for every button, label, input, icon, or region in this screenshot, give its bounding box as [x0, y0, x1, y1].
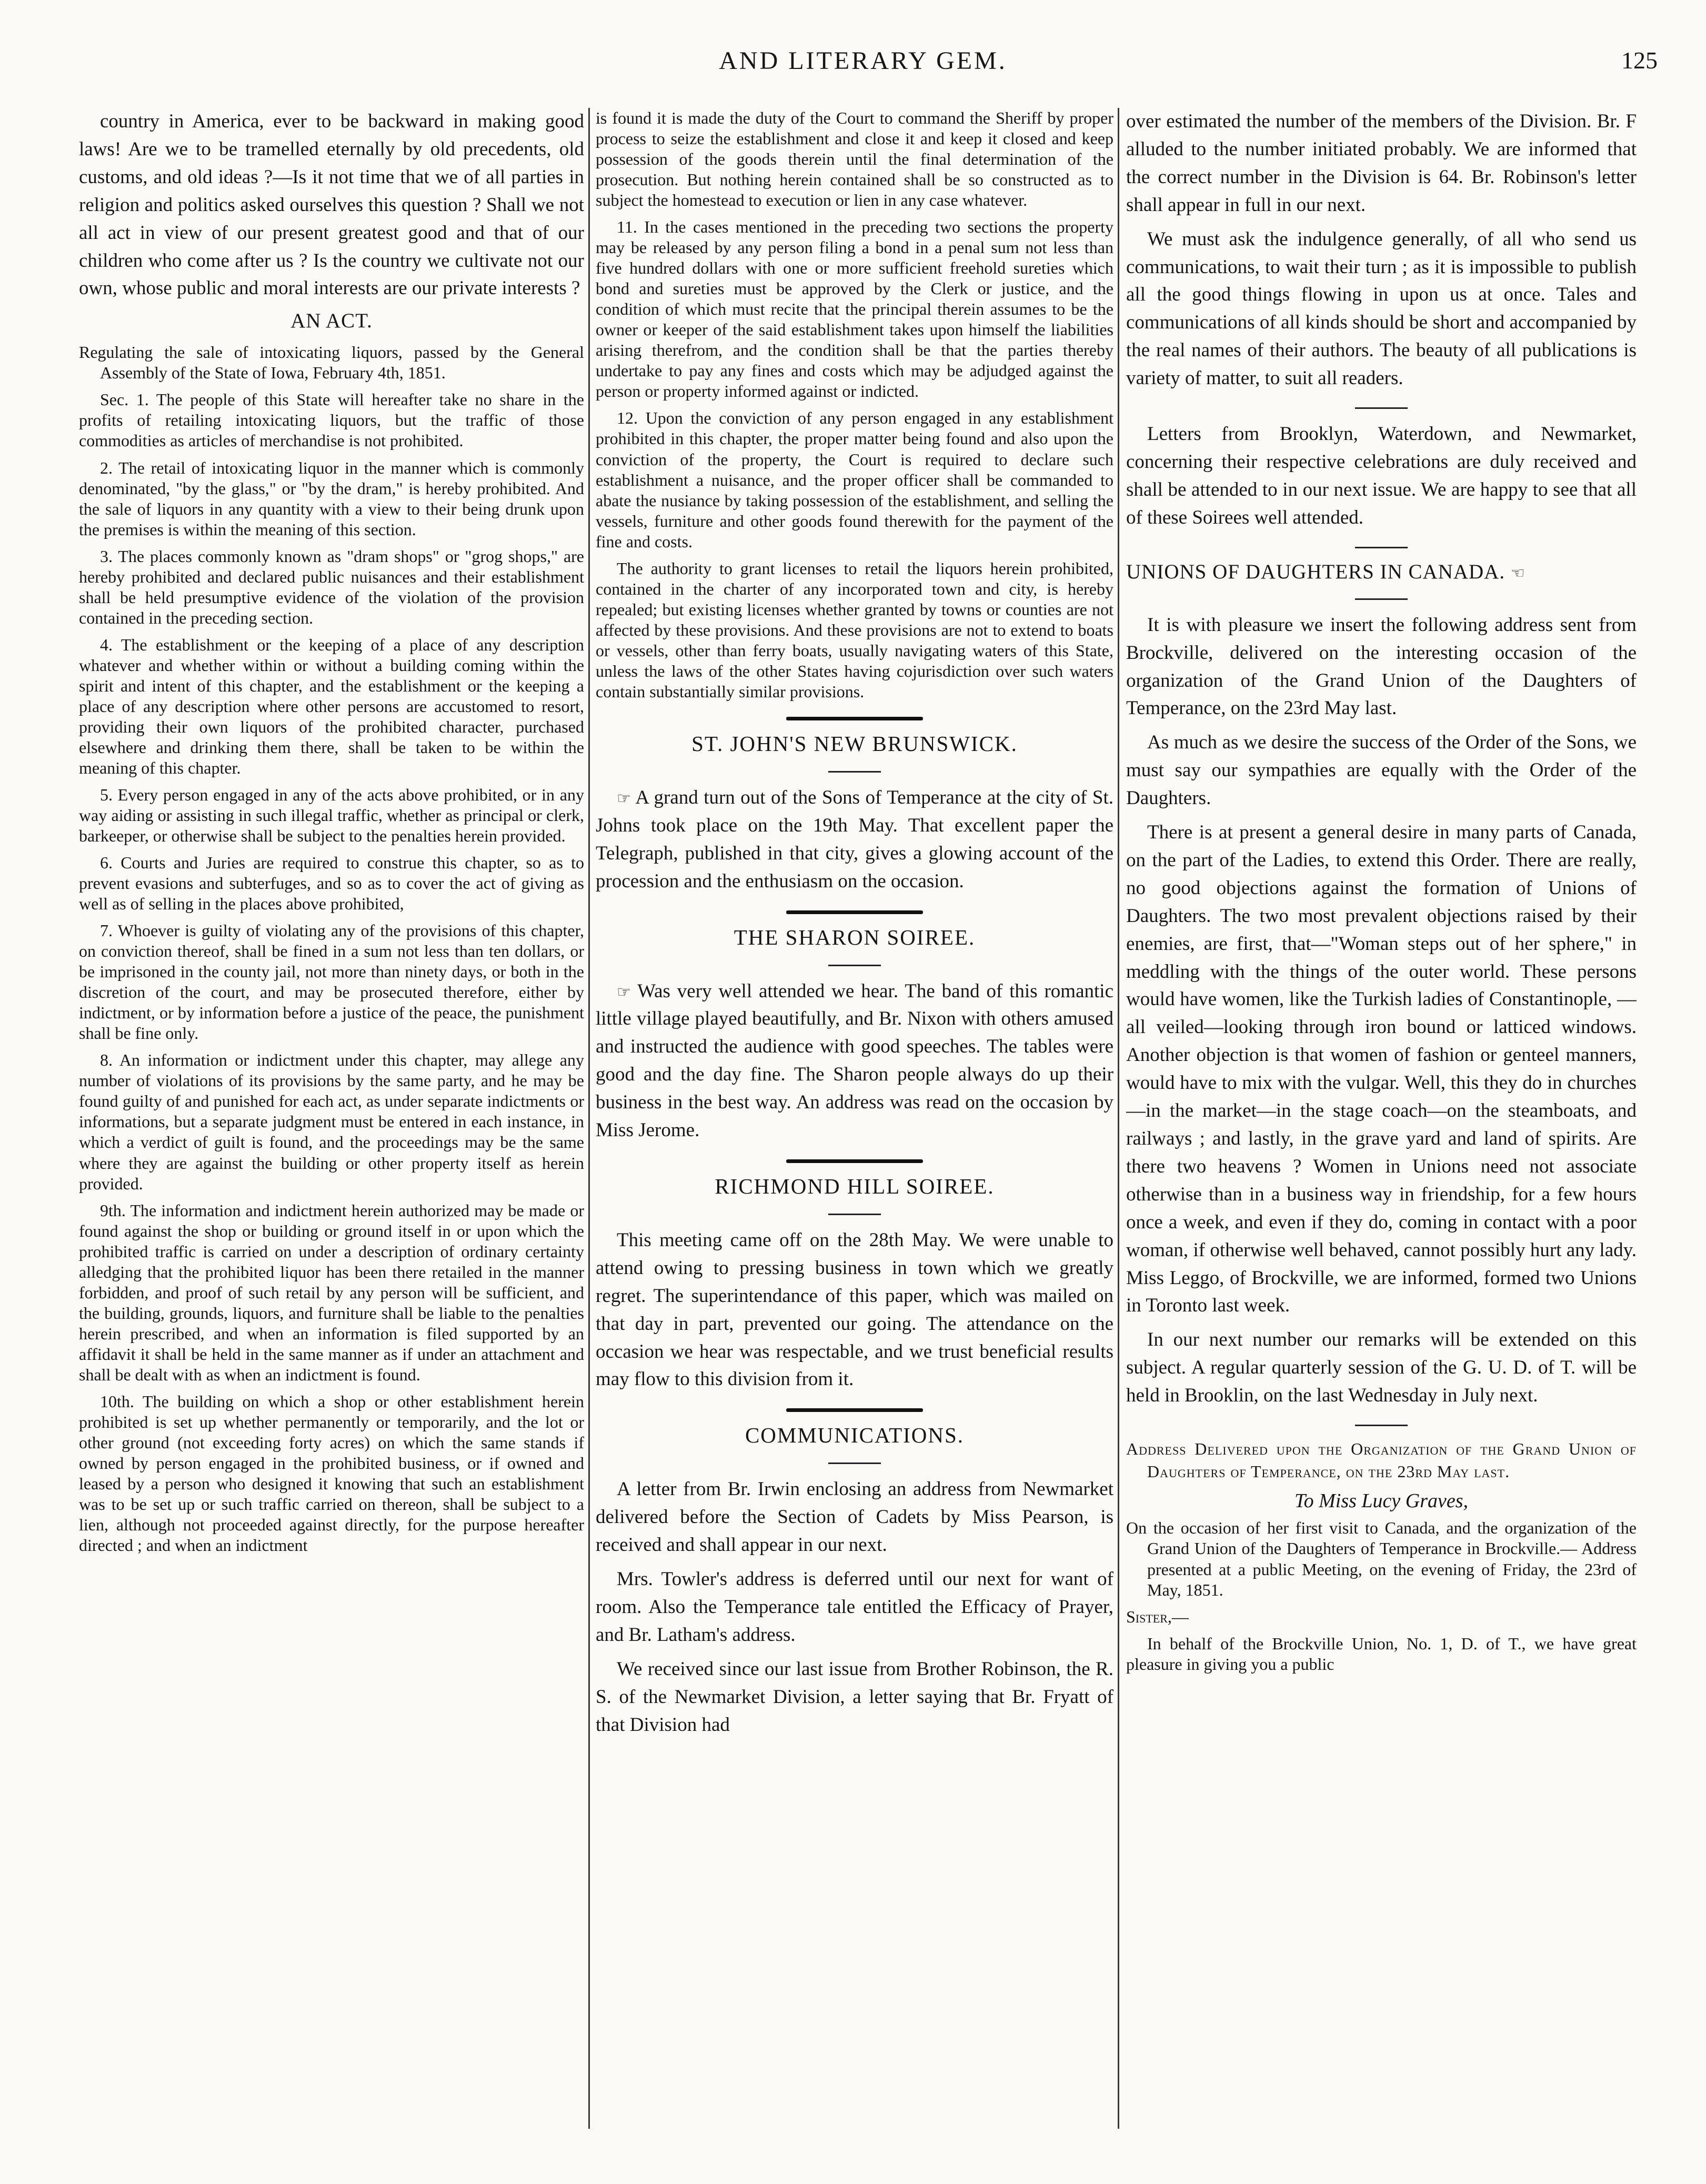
communications-paragraph: A letter from Br. Irwin enclosing an address from Newmarket delivered before the Section of Cadets by Miss Pearson, is received and shall appear in our next. [596, 1478, 1113, 1556]
richmond-heading: RICHMOND HILL SOIREE. [715, 1174, 995, 1198]
act-section: 12. Upon the conviction of any person engaged in any establishment prohibited in this chapter, the proper matter being found and also upon the conviction of the property, the Court is required to declare such establishment a nuisance, and the proper officer shall be commanded to abate the nusiance by taking possession of the establishment, and selling the vessels, furniture and other goods found therewith for the payment of the fine and costs. [596, 408, 1113, 551]
section-divider [828, 1214, 881, 1215]
communications-paragraph: We received since our last issue from Brother Robinson, the R. S. of the Newmarket Division, a letter saying that Br. Fryatt of that Division had [596, 1658, 1113, 1736]
unions-paragraph: In our next number our remarks will be extended on this subject. A regular quarterly session of the G. U. D. of T. will be held in Brooklin, on the last Wednesday in July next. [1126, 1329, 1637, 1407]
sharon-heading: THE SHARON SOIREE. [734, 925, 976, 949]
column-rule-right [1118, 108, 1119, 2129]
act-section: 7. Whoever is guilty of violating any of the provisions of this chapter, on conviction thereof, shall be fined in a sum not less than ten dollars, or be imprisoned in the county jail, not more than ninety days, or both in the discretion of the court, and may be prosecuted therefore, either by indictment, or by information before a justice of the peace, the punishment shall be fine only. [79, 921, 584, 1043]
unions-paragraph: There is at present a general desire in many parts of Canada, on the part of the Ladies, to extend this Order. There are really, no good objections against the formation of Unions of Daughters. The two most prevalent objections raised by their enemies, are first, that—"Woman steps out of her sphere," in meddling with the things of the outer world. These persons would have women, like the Turkish ladies of Constantinople, —all veiled—looking through iron bound or latticed windows. Another objection is that women of fashion or genteel manners, would have to mix with the vulgar. Well, this they do in churches —in the market—in the stage coach—on the steamboats, and railways ; and lastly, in the grave yard and land of spirits. Are there two heavens ? Women in Unions need not associate otherwise than in a business way in friendship, for a few hours once a week, and even if they do, coming in contact with a poor woman, if otherwise well behaved, cannot possibly hurt any lady. Miss Leggo, of Brockville, we are informed, formed two Unions in Toronto last week. [1126, 821, 1637, 1317]
act-continued: is found it is made the duty of the Court to command the Sheriff by proper process to seize the establishment and close it and keep it closed and keep possession of the goods therein until the final determination of the prosecution. But nothing herein contained shall be so constructed as to subject the homestead to execution or lien in any case whatever. [596, 108, 1113, 210]
section-divider [1355, 407, 1408, 409]
sharon-paragraph: ☞ Was very well attended we hear. The band of this romantic little village played beautifully, and Br. Nixon with others amused and instructed the audience with good speeches. The tables were good and the day fine. The Sharon people always do up their business in the best way. An address was read on the occasion by Miss Jerome. [596, 980, 1113, 1141]
unions-paragraph: It is with pleasure we insert the following address sent from Brockville, delivered on the interesting occasion of the organization of the Grand Union of the Daughters of Temperance, on the 23rd May last. [1126, 614, 1637, 719]
act-section: 4. The establishment or the keeping of a place of any description whatever and whether within or without a building coming within the spirit and intent of this chapter, and the establishment or the keeping a place of any description where other persons are accustomed to resort, providing their own liquors of the prohibited character, purchased elsewhere and drinking them there, shall be taken to be within the meaning of this chapter. [79, 635, 584, 777]
pointing-hand-icon: ☞ [617, 789, 631, 808]
column-left [79, 108, 584, 2145]
intro-paragraph: country in America, ever to be backward in making good laws! Are we to be tramelled eternally by old precedents, old customs, and old ideas ?—Is it not time that we of all parties in religion and politics asked ourselves this question ? Shall we not all act in view of our present greatest good and that of our children who come after us ? Is the country we cultivate not our own, whose public and moral interests are our private interests ? [79, 111, 584, 299]
st-johns-paragraph: ☞ A grand turn out of the Sons of Temperance at the city of St. Johns took place on the 19th May. That excellent paper the Telegraph, published in that city, gives a glowing account of the procession and the enthusiasm on the occasion. [596, 786, 1113, 892]
act-section: Sec. 1. The people of this State will hereafter take no share in the profits of retailing intoxicating liquors, but the traffic of those commodities as articles of merchandise is not prohibited. [79, 390, 584, 450]
section-divider [828, 965, 881, 966]
section-divider [1355, 1425, 1408, 1426]
address-heading: Address Delivered upon the Organization of the Grand Union of Daughters of Temperance, on the 23rd May last. [1126, 1439, 1637, 1481]
column-rule-left [588, 108, 590, 2129]
section-divider [786, 717, 923, 720]
continued-paragraph: over estimated the number of the members of the Division. Br. F alluded to the number initiated probably. We are informed that the correct number in the Division is 64. Br. Robinson's letter shall appear in full in our next. [1126, 111, 1637, 216]
act-section: 8. An information or indictment under this chapter, may allege any number of violations of its provisions by the same party, and he may be found guilty of and punished for each act, as under separate indictments or informations, but a separate judgment must be entered in each instance, in which a verdict of guilt is found, and the proceedings may be the same where they are against the building or other property itself as herein provided. [79, 1050, 584, 1193]
act-subtitle: Regulating the sale of intoxicating liquors, passed by the General Assembly of the State of Iowa, February 4th, 1851. [79, 343, 584, 383]
st-johns-heading: ST. JOHN'S NEW BRUNSWICK. [691, 731, 1018, 756]
richmond-paragraph: This meeting came off on the 28th May. We were unable to attend owing to pressing business in town which we greatly regret. The superintendance of this paper, which was mailed on that day in part, prevented our going. The attendance on the occasion we hear was respectable, and we trust beneficial results may flow to this division from it. [596, 1229, 1113, 1390]
act-section: 5. Every person engaged in any of the acts above prohibited, or in any way aiding or assisting in such illegal traffic, whether as principal or clerk, barkeeper, or otherwise shall be subject to the penalties herein provided. [79, 785, 584, 846]
unions-heading: UNIONS OF DAUGHTERS IN CANADA. ☜ [1126, 560, 1526, 583]
communications-paragraph: Mrs. Towler's address is deferred until our next for want of room. Also the Temperance tale entitled the Efficacy of Prayer, and Br. Latham's address. [596, 1568, 1113, 1646]
running-title: AND LITERARY GEM. [719, 47, 1007, 75]
unions-paragraph: As much as we desire the success of the Order of the Sons, we must say our sympathies are equally with the Order of the Daughters. [1126, 732, 1637, 809]
address-salutation: To Miss Lucy Graves, [1294, 1490, 1469, 1512]
act-section: 10th. The building on which a shop or other establishment herein prohibited is set up whether permanently or temporarily, and the lot or other ground (not exceeding forty acres) on which the same stands if owned by person engaged in the prohibited business, or if owned and leased by a person who designed it knowing that such an establishment was to be set up or such traffic carried on thereon, shall be subject to a lien, although not proceeded against directly, for the purpose hereafter directed ; and when an indictment [79, 1391, 584, 1555]
communications-heading: COMMUNICATIONS. [745, 1423, 965, 1448]
act-section: 2. The retail of intoxicating liquor in the manner which is commonly denominated, "by the glass," or "by the dram," is hereby prohibited. And the sale of liquors in any quantity with a view to their being drunk upon the premises is within the meaning of this section. [79, 458, 584, 539]
section-divider [828, 1462, 881, 1464]
editorial-paragraph: We must ask the indulgence generally, of all who send us communications, to wait their turn ; as it is impossible to publish all the good things flowing in upon us at once. Tales and communications of all kinds should be short and accompanied by the real names of their authors. The beauty of all publications is variety of matter, to suit all readers. [1126, 228, 1637, 389]
address-occasion: On the occasion of her first visit to Canada, and the organization of the Grand Union of the Daughters of Temperance in Brockville.— Address presented at a public Meeting, on the evening of Friday, the 23rd of May, 1851. [1126, 1518, 1637, 1599]
section-divider [786, 1159, 923, 1163]
section-divider [786, 1408, 923, 1412]
section-divider [786, 910, 923, 914]
section-divider [1355, 598, 1408, 600]
act-section: The authority to grant licenses to retail the liquors herein prohibited, contained in the charter of any incorporated town and city, is hereby repealed; but existing licenses whether granted by towns or counties are not affected by these provisions. And these provisions are not to extend to boats or vessels, other than ferry boats, usually navigating waters of this State, unless the laws of the other States having cojurisdiction over such waters contain substantially similar provisions. [596, 558, 1113, 701]
address-body: In behalf of the Brockville Union, No. 1, D. of T., we have great pleasure in giving you a public [1126, 1634, 1637, 1674]
act-section: 6. Courts and Juries are required to construe this chapter, so as to prevent evasions and subterfuges, and so as to cover the act of giving as well as of selling in the places above prohibited, [79, 853, 584, 914]
column-middle [596, 108, 1113, 2145]
act-section: 11. In the cases mentioned in the preceding two sections the property may be released by any person filing a bond in a penal sum not less than five hundred dollars with one or more sufficient freehold sureties which bond and sureties must be approved by the Clerk or justice, and the condition of which must recite that the principal therein assumes to be the owner or keeper of the said establishment takes upon himself the liabilities arising therefrom, and the condition shall be that the parties thereby undertake to pay any fines and costs which may be adjudged against the person or property informed against or indicted. [596, 217, 1113, 401]
act-section: 3. The places commonly known as "dram shops" or "grog shops," are hereby prohibited and declared public nuisances and their establishment shall be held presumptive evidence of the violation of the provision contained in the preceding section. [79, 546, 584, 627]
pointing-hand-icon: ☞ [617, 983, 631, 1001]
column-right [1126, 108, 1637, 2145]
act-section: 9th. The information and indictment herein authorized may be made or found against the shop or building or ground itself in or upon which the prohibited traffic is carried on under a description of ordinary certainty alledging that the prohibited liquor has been there retailed in the manner forbidden, and proof of such retail by any person will be sufficient, and the building, grounds, liquors, and furniture shall be liable to the penalties herein prescribed, and when an information is filed supported by an affidavit it shall be held in the same manner as if under an attachment and shall be dealt with as when an indictment is found. [79, 1200, 584, 1384]
section-divider [1355, 547, 1408, 548]
act-heading: AN ACT. [290, 309, 373, 333]
pointing-hand-left-icon: ☜ [1510, 564, 1526, 583]
address-greeting: Sister,— [1126, 1607, 1189, 1626]
section-divider [828, 771, 881, 773]
editorial-paragraph: Letters from Brooklyn, Waterdown, and Newmarket, concerning their respective celebrations are duly received and shall be attended to in our next issue. We are happy to see that all of these Soirees well attended. [1126, 423, 1637, 528]
page-number: 125 [1621, 47, 1658, 74]
